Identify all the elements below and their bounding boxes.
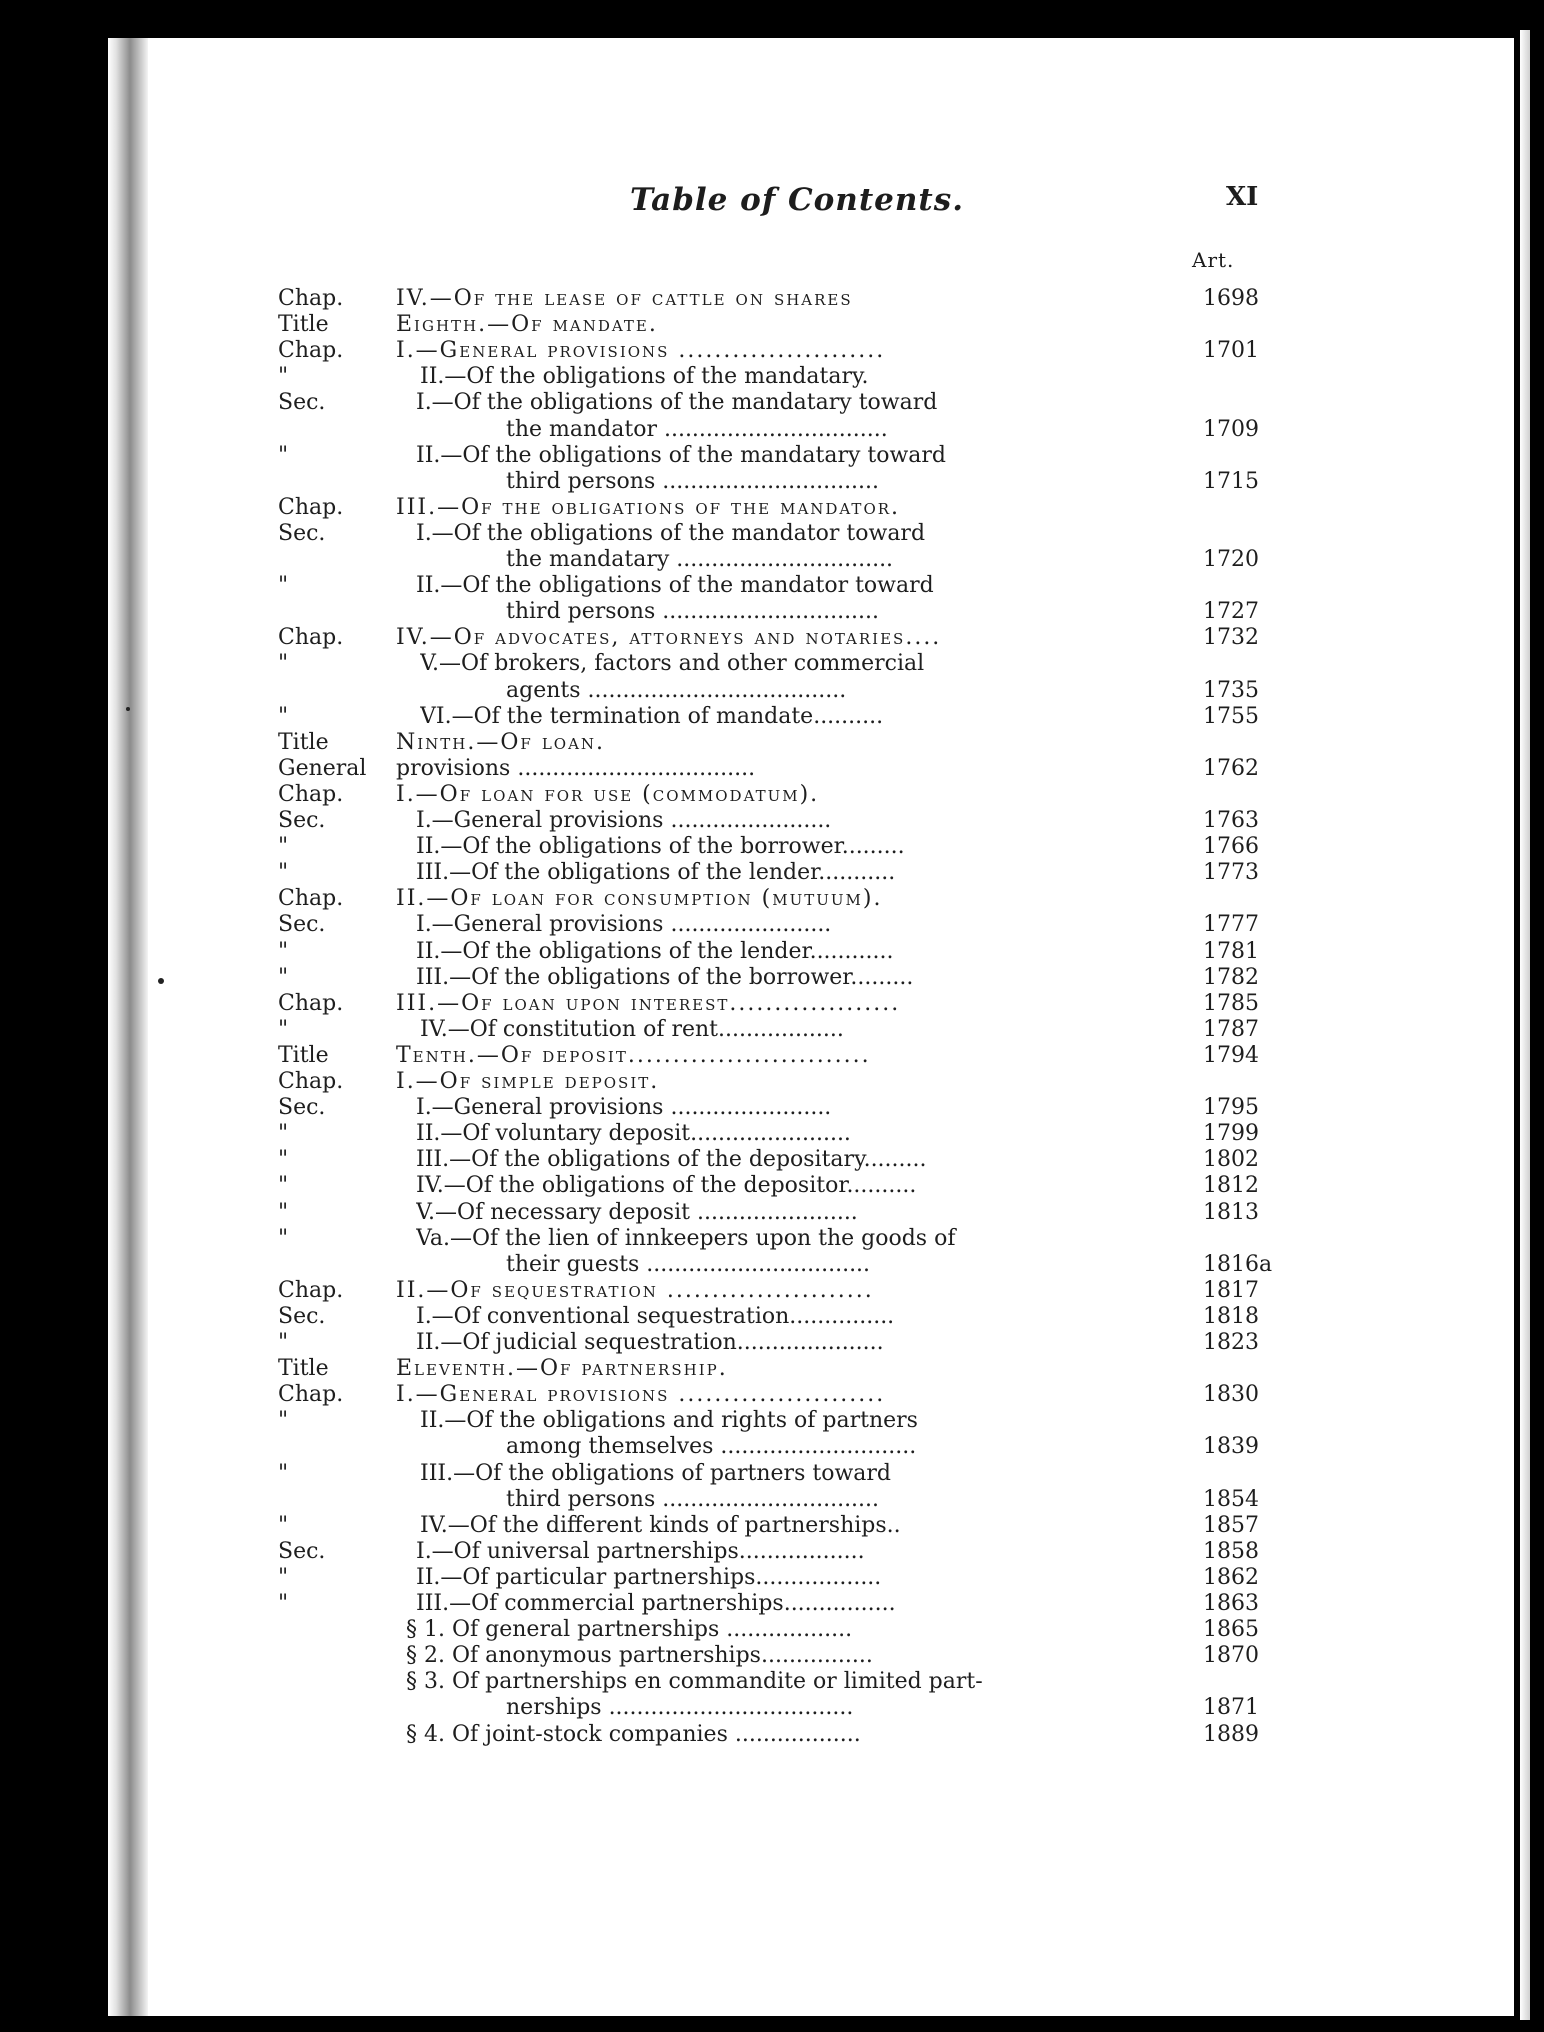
toc-entry-label: "	[278, 1564, 289, 1590]
toc-entry-text: II.—Of loan for consumption (mutuum).	[396, 886, 883, 912]
toc-entry-article-number: 1816a	[1203, 1251, 1273, 1277]
toc-entry	[278, 1304, 1258, 1330]
toc-entry-label: Chap.	[278, 886, 344, 912]
toc-entry-article-number: 1817	[1203, 1277, 1259, 1303]
toc-entry-text: II.—Of judicial sequestration.....................	[416, 1330, 884, 1355]
toc-entry-article-number: 1871	[1203, 1695, 1259, 1721]
toc-entry	[278, 1643, 1258, 1669]
toc-entry-text: II.—Of voluntary deposit.......................	[416, 1121, 851, 1147]
toc-entry	[278, 1565, 1258, 1591]
toc-entry-label: "	[278, 1147, 289, 1173]
toc-entry-label: Sec.	[278, 808, 326, 833]
toc-entry	[278, 495, 1258, 521]
toc-entry-article-number: 1889	[1203, 1721, 1259, 1747]
toc-entry-article-number: 1701	[1203, 338, 1259, 364]
toc-entry-text: III.—Of the obligations of the lender...........	[416, 860, 896, 886]
toc-entry-label: "	[278, 1199, 289, 1225]
toc-entry-label: "	[278, 834, 289, 860]
toc-entry-label: Sec.	[278, 1538, 326, 1564]
toc-entry-text: II.—Of the obligations of the mandatary.	[420, 364, 869, 390]
toc-entry-label: Chap.	[278, 990, 344, 1016]
toc-entry-text: § 3. Of partnerships en commandite or limited part-	[406, 1669, 983, 1695]
toc-entry-article-number: 1763	[1203, 808, 1259, 833]
toc-entry	[278, 991, 1258, 1017]
toc-entry-article-number: 1862	[1203, 1564, 1259, 1590]
toc-entry	[278, 1461, 1258, 1487]
toc-entry-article-number: 1709	[1203, 416, 1259, 442]
toc-entry-article-number: 1830	[1203, 1382, 1259, 1408]
toc-entry-article-number: 1870	[1203, 1643, 1259, 1669]
toc-entry-label: General	[278, 755, 367, 781]
toc-entry-text: I.—General provisions .......................	[416, 912, 832, 938]
toc-entry	[278, 1095, 1258, 1121]
toc-entry-label: Chap.	[278, 1382, 344, 1408]
toc-entry-label: "	[278, 1173, 289, 1199]
toc-entry-label: "	[278, 1591, 289, 1616]
toc-entry	[278, 443, 1258, 469]
toc-entry	[278, 1147, 1258, 1173]
toc-entry	[278, 1539, 1258, 1565]
toc-entry-article-number: 1839	[1203, 1434, 1259, 1460]
toc-entry-text: third persons ...............................	[506, 468, 880, 494]
ink-speck	[158, 978, 164, 984]
toc-entry-article-number: 1773	[1203, 860, 1259, 886]
toc-entry	[278, 1408, 1258, 1434]
toc-entry-label: Sec.	[278, 1095, 326, 1121]
toc-entry-text: Eleventh.—Of partnership.	[396, 1356, 728, 1382]
toc-entry-label: Chap.	[278, 494, 344, 520]
toc-entry-label: Chap.	[278, 781, 344, 807]
article-column-label: Art.	[1192, 248, 1235, 272]
toc-entry-article-number: 1812	[1203, 1173, 1259, 1199]
toc-entry	[278, 573, 1258, 599]
toc-entry-label: "	[278, 1512, 289, 1538]
toc-entry	[278, 364, 1258, 390]
toc-entry-article-number: 1766	[1203, 834, 1259, 860]
toc-entry-text: I.—General provisions .......................	[416, 808, 832, 833]
toc-entry	[278, 1173, 1258, 1199]
toc-entry-label: Chap.	[278, 625, 344, 651]
toc-entry	[278, 1069, 1258, 1095]
toc-entry	[278, 860, 1258, 886]
toc-entry-text: I.—Of conventional sequestration...............	[416, 1303, 895, 1329]
toc-entry-text: I.—General provisions .......................	[396, 338, 886, 364]
toc-entry-article-number: 1732	[1203, 625, 1259, 651]
toc-entry-text: II.—Of the obligations of the mandator toward	[416, 573, 934, 599]
toc-entry-label: "	[278, 938, 289, 964]
toc-entry-article-number: 1785	[1203, 990, 1259, 1016]
toc-entry-label: "	[278, 703, 289, 729]
toc-entry	[278, 782, 1258, 808]
toc-entry-text: Eighth.—Of mandate.	[396, 312, 658, 338]
page-number: XI	[1226, 182, 1259, 212]
toc-entry	[278, 1121, 1258, 1147]
toc-entry-label: Title	[278, 1042, 329, 1068]
toc-entry-article-number: 1755	[1203, 703, 1259, 729]
toc-entry-label: Sec.	[278, 912, 326, 938]
toc-entry-label: "	[278, 860, 289, 886]
toc-entry	[278, 547, 1258, 573]
toc-entry-article-number: 1857	[1203, 1512, 1259, 1538]
toc-entry	[278, 1591, 1258, 1617]
toc-entry-text: V.—Of necessary deposit .......................	[416, 1199, 858, 1225]
toc-entry-label: Chap.	[278, 1069, 344, 1094]
toc-entry	[278, 469, 1258, 495]
toc-entry	[278, 1487, 1258, 1513]
toc-entry	[278, 1356, 1258, 1382]
toc-entry-text: III.—Of commercial partnerships................	[416, 1591, 896, 1616]
toc-entry-text: third persons ...............................	[506, 1486, 880, 1512]
toc-entry-text: II.—Of the obligations of the lender............	[416, 938, 894, 964]
toc-entry	[278, 912, 1258, 938]
toc-entry-article-number: 1858	[1203, 1538, 1259, 1564]
toc-entry-text: the mandator ................................	[506, 416, 888, 442]
toc-entry	[278, 730, 1258, 756]
toc-entry	[278, 390, 1258, 416]
toc-entry-article-number: 1854	[1203, 1486, 1259, 1512]
toc-entry-label: "	[278, 1408, 289, 1434]
toc-entry	[278, 1695, 1258, 1721]
toc-entry	[278, 651, 1258, 677]
toc-entry-article-number: 1720	[1203, 547, 1259, 572]
toc-entry-label: "	[278, 964, 289, 990]
toc-entry-label: Title	[278, 1356, 329, 1382]
toc-entry-text: § 4. Of joint-stock companies ..................	[406, 1721, 861, 1747]
toc-entry-label: "	[278, 1121, 289, 1147]
ink-speck	[126, 707, 130, 711]
toc-entry-text: II.—Of the obligations and rights of partners	[420, 1408, 918, 1434]
toc-entry	[278, 1017, 1258, 1043]
toc-entry	[278, 1722, 1258, 1748]
toc-entry	[278, 1434, 1258, 1460]
toc-entry-text: provisions ..................................	[396, 755, 756, 781]
toc-entry-text: II.—Of the obligations of the borrower.........	[416, 834, 905, 860]
toc-entry-article-number: 1813	[1203, 1199, 1259, 1225]
toc-entry-text: III.—Of the obligations of the depositary.........	[416, 1147, 927, 1173]
toc-entry	[278, 625, 1258, 651]
toc-entry-label: "	[278, 364, 289, 390]
toc-entry-label: "	[278, 1016, 289, 1042]
toc-entry	[278, 886, 1258, 912]
toc-entry-text: III.—Of the obligations of partners toward	[420, 1460, 891, 1486]
running-head: Table of Contents.	[630, 182, 964, 218]
toc-entry-text: § 1. Of general partnerships ..................	[406, 1617, 853, 1643]
toc-entry-text: I.—Of the obligations of the mandator toward	[416, 520, 926, 546]
toc-entry-article-number: 1715	[1203, 468, 1259, 494]
toc-entry-text: agents .....................................	[506, 677, 847, 703]
toc-entry-text: IV.—Of advocates, attorneys and notaries....	[396, 625, 942, 651]
toc-entry-article-number: 1735	[1203, 677, 1259, 703]
toc-entry-label: "	[278, 1460, 289, 1486]
toc-entry	[278, 599, 1258, 625]
toc-entry-label: "	[278, 1225, 289, 1251]
toc-entry-text: § 2. Of anonymous partnerships................	[406, 1643, 873, 1669]
toc-entry-text: their guests ................................	[506, 1251, 871, 1277]
toc-entry-label: "	[278, 651, 289, 677]
toc-entry	[278, 1043, 1258, 1069]
toc-entry-article-number: 1777	[1203, 912, 1259, 938]
toc-entry-label: "	[278, 1330, 289, 1355]
toc-entry-text: I.—General provisions .......................	[416, 1095, 832, 1121]
toc-entry-text: I.—Of loan for use (commodatum).	[396, 781, 820, 807]
toc-entry-text: III.—Of the obligations of the mandator.	[396, 494, 901, 520]
toc-entry-label: Title	[278, 729, 329, 755]
toc-entry	[278, 1200, 1258, 1226]
toc-entry-text: III.—Of loan upon interest...................	[396, 990, 901, 1016]
toc-entry-article-number: 1802	[1203, 1147, 1259, 1173]
toc-entry-text: Tenth.—Of deposit...........................	[396, 1042, 871, 1068]
toc-entry	[278, 1669, 1258, 1695]
toc-entry	[278, 704, 1258, 730]
toc-entry-label: Sec.	[278, 390, 326, 416]
toc-entry-article-number: 1794	[1203, 1042, 1259, 1068]
toc-entry-article-number: 1863	[1203, 1591, 1259, 1616]
toc-entry-article-number: 1865	[1203, 1617, 1259, 1643]
toc-entry-article-number: 1698	[1203, 286, 1259, 311]
toc-entry-text: I.—Of simple deposit.	[396, 1069, 660, 1094]
toc-entry	[278, 338, 1258, 364]
toc-entry	[278, 312, 1258, 338]
toc-entry-text: Ninth.—Of loan.	[396, 729, 606, 755]
toc-entry-label: Sec.	[278, 1303, 326, 1329]
toc-entry	[278, 1226, 1258, 1252]
toc-entry	[278, 678, 1258, 704]
toc-entry	[278, 1617, 1258, 1643]
toc-entry-text: II.—Of the obligations of the mandatary toward	[416, 442, 947, 468]
toc-entry	[278, 1278, 1258, 1304]
toc-entry-article-number: 1762	[1203, 755, 1259, 781]
toc-entry-article-number: 1782	[1203, 964, 1259, 990]
toc-entry	[278, 834, 1258, 860]
toc-entry	[278, 521, 1258, 547]
toc-entry-article-number: 1787	[1203, 1016, 1259, 1042]
toc-entry	[278, 808, 1258, 834]
toc-entry	[278, 756, 1258, 782]
toc-entry-text: I.—Of the obligations of the mandatary toward	[416, 390, 938, 416]
toc-entry-label: Chap.	[278, 338, 344, 364]
toc-entry-label: "	[278, 442, 289, 468]
toc-entry	[278, 1330, 1258, 1356]
toc-entry	[278, 1382, 1258, 1408]
toc-entry-text: nerships ...................................	[506, 1695, 854, 1721]
toc-entry-label: Chap.	[278, 1277, 344, 1303]
toc-entry-article-number: 1799	[1203, 1121, 1259, 1147]
toc-entry-article-number: 1781	[1203, 938, 1259, 964]
toc-entry-text: IV.—Of the different kinds of partnerships..	[420, 1512, 901, 1538]
toc-entry-text: IV.—Of constitution of rent..................	[420, 1016, 844, 1042]
toc-entry-text: II.—Of sequestration .......................	[396, 1277, 874, 1303]
toc-entry-text: VI.—Of the termination of mandate..........	[420, 703, 884, 729]
toc-entry	[278, 965, 1258, 991]
toc-entry	[278, 1251, 1273, 1278]
toc-entry-article-number: 1727	[1203, 599, 1259, 625]
toc-entry	[278, 286, 1258, 312]
toc-entry-label: Sec.	[278, 520, 326, 546]
toc-entry-label: Chap.	[278, 286, 344, 311]
toc-entry	[278, 417, 1258, 443]
toc-entry-text: I.—General provisions .......................	[396, 1382, 886, 1408]
toc-entry-text: III.—Of the obligations of the borrower.........	[416, 964, 914, 990]
toc-entry-text: IV.—Of the lease of cattle on shares	[396, 286, 853, 311]
toc-entry-article-number: 1823	[1203, 1330, 1259, 1355]
toc-entry	[278, 939, 1258, 965]
toc-entry-text: Va.—Of the lien of innkeepers upon the goods of	[416, 1225, 956, 1251]
toc-entry-text: the mandatary ...............................	[506, 547, 894, 572]
toc-entry	[278, 1513, 1258, 1539]
toc-entry-text: third persons ...............................	[506, 599, 880, 625]
toc-entry-text: V.—Of brokers, factors and other commercial	[420, 651, 925, 677]
toc-entry-article-number: 1818	[1203, 1303, 1259, 1329]
toc-entry-label: "	[278, 573, 289, 599]
toc-entry-text: IV.—Of the obligations of the depositor..........	[416, 1173, 917, 1199]
toc-entry-text: among themselves ............................	[506, 1434, 917, 1460]
toc-entry-text: II.—Of particular partnerships..................	[416, 1564, 882, 1590]
toc-entry-text: I.—Of universal partnerships..................	[416, 1538, 865, 1564]
toc-entry-label: Title	[278, 312, 329, 338]
toc-entry-article-number: 1795	[1203, 1095, 1259, 1121]
